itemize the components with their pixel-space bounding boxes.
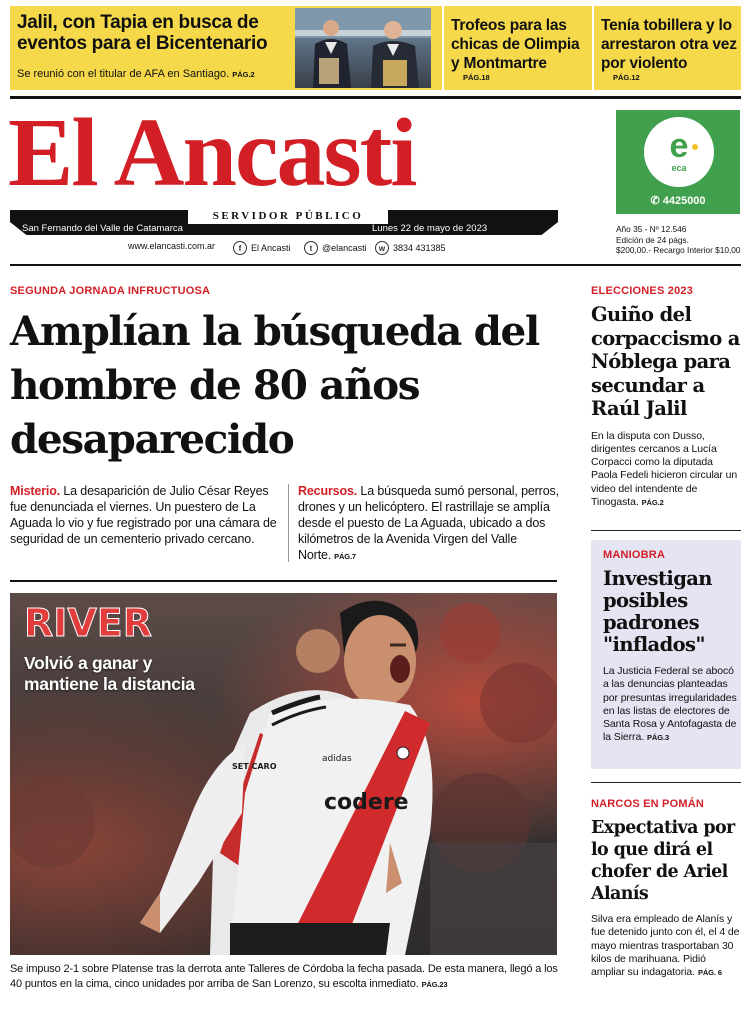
lead-headline[interactable]: Amplían la búsqueda del hombre de 80 años desaparecido bbox=[10, 307, 539, 463]
eca-logo-dot bbox=[692, 144, 698, 150]
page-ref: PÁG.2 bbox=[232, 70, 255, 79]
lead-col1-text: La desaparición de Julio César Reyes fue denunciada el viernes. Un puestero de La Aguada lo vio y fue registrado por una cámara de seguridad de un cementerio privado cercano. bbox=[10, 484, 277, 546]
page-ref: PÁG.7 bbox=[334, 552, 356, 561]
twitter-icon: t bbox=[304, 241, 318, 255]
top-teaser-strip bbox=[10, 6, 741, 90]
twitter-text: @elancasti bbox=[322, 243, 367, 253]
teaser-title: Trofeos para las chicas de Olimpia y Montmartre bbox=[451, 17, 580, 72]
story-kicker: NARCOS EN POMÁN bbox=[591, 798, 705, 810]
story-narcos[interactable] bbox=[591, 798, 741, 979]
shirt-brand: adidas bbox=[322, 754, 352, 764]
edition-number: Año 35 - Nº 12.546 bbox=[616, 224, 687, 234]
eca-logo-name: eca bbox=[671, 163, 687, 173]
page-ref: PÁG.2 bbox=[641, 497, 664, 507]
facebook-text: El Ancasti bbox=[251, 243, 291, 253]
divider bbox=[10, 580, 557, 582]
lead-column-2 bbox=[298, 483, 560, 565]
story-body: Silva era empleado de Alanís y fue detenido junto con él, el 4 de mayo mientras trasportaban 30 kilos de marihuana. Pidió ampliar su indagatoria. PÁG. 6 bbox=[591, 913, 740, 979]
website-link[interactable] bbox=[128, 241, 215, 251]
lead-kicker: SEGUNDA JORNADA INFRUCTUOSA bbox=[10, 285, 211, 297]
issue-date: Lunes 22 de mayo de 2023 bbox=[372, 223, 488, 234]
river-photo[interactable] bbox=[10, 593, 557, 955]
edition-pages: Edición de 24 págs. bbox=[616, 234, 689, 245]
teaser-tobillera[interactable] bbox=[594, 6, 741, 90]
story-kicker: MANIOBRA bbox=[603, 549, 666, 561]
page-ref: PÁG.12 bbox=[613, 73, 640, 82]
sleeve-sponsor: SET CARO bbox=[232, 762, 277, 771]
newspaper-logo[interactable]: El Ancasti bbox=[8, 99, 416, 207]
tagline: SERVIDOR PÚBLICO bbox=[188, 208, 388, 224]
story-kicker: ELECCIONES 2023 bbox=[591, 285, 694, 297]
facebook-icon: f bbox=[233, 241, 247, 255]
divider bbox=[10, 264, 741, 266]
page-ref: PÁG. 6 bbox=[697, 968, 722, 978]
story-maniobra[interactable] bbox=[603, 549, 737, 745]
river-caption: Se impuso 2-1 sobre Platense tras la derrota ante Talleres de Córdoba la fecha pasada. De esta manera, llegó a los 40 puntos en la cima, cinco unidades por arriba de San Lorenzo, su escolta inmediato. PÁG.23 bbox=[10, 963, 558, 990]
eca-ad[interactable] bbox=[616, 110, 740, 214]
divider bbox=[591, 530, 741, 531]
column-separator bbox=[288, 484, 289, 562]
river-player-illustration bbox=[10, 593, 557, 955]
whatsapp-icon: w bbox=[375, 241, 389, 255]
whatsapp-text: 3834 431385 bbox=[393, 243, 446, 253]
teaser-subtitle: Se reunió con el titular de AFA en Santiago. PÁG.2 bbox=[17, 68, 255, 80]
teaser-olimpia-montmartre[interactable] bbox=[444, 6, 592, 90]
page-ref: PÁG.23 bbox=[421, 979, 448, 989]
page-ref: PÁG.18 bbox=[463, 73, 490, 82]
page-ref: PÁG.3 bbox=[647, 733, 670, 743]
river-subheadline: Volvió a ganar y mantiene la distancia bbox=[24, 653, 195, 694]
teaser-jalil-tapia[interactable] bbox=[10, 6, 442, 90]
eca-phone: ✆ 4425000 bbox=[650, 195, 706, 207]
teaser-title: Jalil, con Tapia en busca de eventos para el Bicentenario bbox=[17, 12, 268, 54]
lead-col2-text: La búsqueda sumó personal, perros, drones y un helicóptero. El rastrillaje se amplía desde el puesto de La Aguada, ubicado a dos kilómetros de la Avenida Virgen del Valle Norte. bbox=[298, 484, 559, 562]
story-body: La Justicia Federal se abocó a las denuncias planteadas por presuntas irregularidades en las listas de electores de Santa Rosa y Antofagasta de la Sierra. PÁG.3 bbox=[603, 665, 737, 744]
story-elecciones[interactable] bbox=[591, 285, 741, 509]
website-text: www.elancasti.com.ar bbox=[128, 241, 216, 251]
twitter-link[interactable] bbox=[304, 241, 367, 255]
story-headline: Guiño del corpaccismo a Nóblega para secundar a Raúl Jalil bbox=[591, 303, 740, 420]
teaser-title: Tenía tobillera y lo arrestaron otra vez por violento bbox=[601, 17, 737, 72]
location: San Fernando del Valle de Catamarca bbox=[22, 223, 183, 234]
story-headline: Expectativa por lo que dirá el chofer de Ariel Alanís bbox=[591, 818, 735, 904]
facebook-link[interactable] bbox=[233, 241, 291, 255]
river-headline: RIVER bbox=[24, 601, 153, 645]
shirt-sponsor: codere bbox=[324, 790, 409, 815]
story-body: En la disputa con Dusso, dirigentes cercanos a Lucía Corpacci como la diputada Paola Fedeli hicieron circular un video del intendente de Tinogasta. PÁG.2 bbox=[591, 429, 738, 508]
story-headline: Investigan posibles padrones "inflados" bbox=[603, 567, 712, 656]
eca-logo bbox=[644, 117, 714, 187]
lead-column-1 bbox=[10, 483, 278, 547]
lead-col1-label: Misterio. bbox=[10, 484, 61, 498]
eca-logo-letter: e bbox=[669, 127, 689, 165]
divider bbox=[591, 782, 741, 783]
edition-price: $200,00.- Recargo Interior $10,00 bbox=[616, 245, 741, 255]
lead-col2-label: Recursos. bbox=[298, 484, 358, 498]
whatsapp-link[interactable] bbox=[375, 241, 446, 255]
edition-info bbox=[616, 224, 746, 256]
teaser-photo bbox=[295, 8, 431, 88]
